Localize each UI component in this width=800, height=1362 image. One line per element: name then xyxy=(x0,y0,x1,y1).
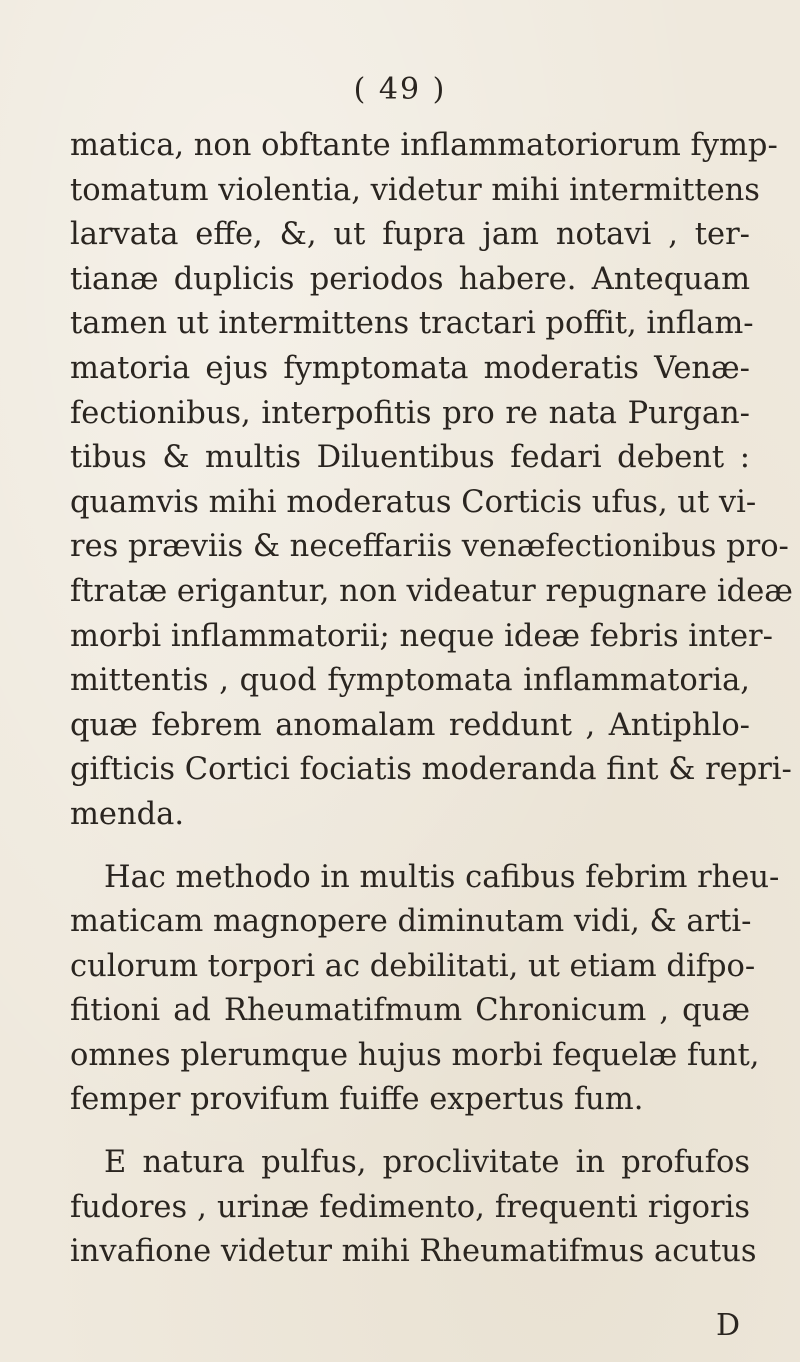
text-line: tamen ut intermittens tractari poffit, inflam- xyxy=(70,306,754,342)
text-line: tibus & multis Diluentibus fedari debent : xyxy=(70,440,750,476)
page-number: ( 49 ) xyxy=(353,72,447,107)
paragraph-gap xyxy=(70,838,750,856)
text-line: mittentis , quod fymptomata inflammatoria, xyxy=(70,663,750,699)
text-line: menda. xyxy=(70,796,185,832)
text-line: fectionibus, interpofitis pro re nata Purgan- xyxy=(70,395,750,431)
body-text xyxy=(70,124,793,1275)
text-line: quamvis mihi moderatus Corticis ufus, ut vi- xyxy=(70,484,757,520)
text-line: matica, non obftante inflammatoriorum fymp- xyxy=(70,128,778,163)
text-line: maticam magnopere diminutam vidi, & arti- xyxy=(70,904,752,940)
text-line: matoria ejus fymptomata moderatis Venæ- xyxy=(70,350,750,386)
text-line: quæ febrem anomalam reddunt , Antiphlo- xyxy=(70,707,750,743)
text-line: omnes plerumque hujus morbi fequelæ funt, xyxy=(70,1037,760,1073)
paragraph-gap xyxy=(70,1123,750,1141)
text-line: ftratæ erigantur, non videatur repugnare ideæ xyxy=(70,573,793,609)
text-line: tomatum violentia, videtur mihi intermittens xyxy=(70,172,760,208)
text-line: gifticis Cortici fociatis moderanda fint & repri- xyxy=(70,752,792,788)
text-line: culorum torpori ac debilitati, ut etiam difpo- xyxy=(70,948,756,984)
text-line: fudores , urinæ fedimento, frequenti rigoris xyxy=(70,1189,750,1225)
paragraph-2 xyxy=(70,856,780,1124)
text-line: morbi inflammatorii; neque ideæ febris inter- xyxy=(70,618,773,654)
text-line: invafione videtur mihi Rheumatifmus acutus xyxy=(70,1234,757,1270)
paragraph-3 xyxy=(70,1141,757,1275)
catchword: D xyxy=(716,1308,741,1343)
text-line: tianæ duplicis periodos habere. Antequam xyxy=(70,261,750,297)
text-line: larvata effe, &, ut fupra jam notavi , ter- xyxy=(70,217,750,253)
text-line: E natura pulfus, proclivitate in profufos xyxy=(104,1145,750,1181)
text-line: femper provifum fuiffe expertus fum. xyxy=(70,1082,644,1118)
text-line: res præviis & neceffariis venæfectionibus pro- xyxy=(70,529,789,565)
text-line: Hac methodo in multis cafibus febrim rheu- xyxy=(104,859,780,895)
text-line: fitioni ad Rheumatifmum Chronicum , quæ xyxy=(70,993,750,1029)
paragraph-1 xyxy=(70,124,793,838)
